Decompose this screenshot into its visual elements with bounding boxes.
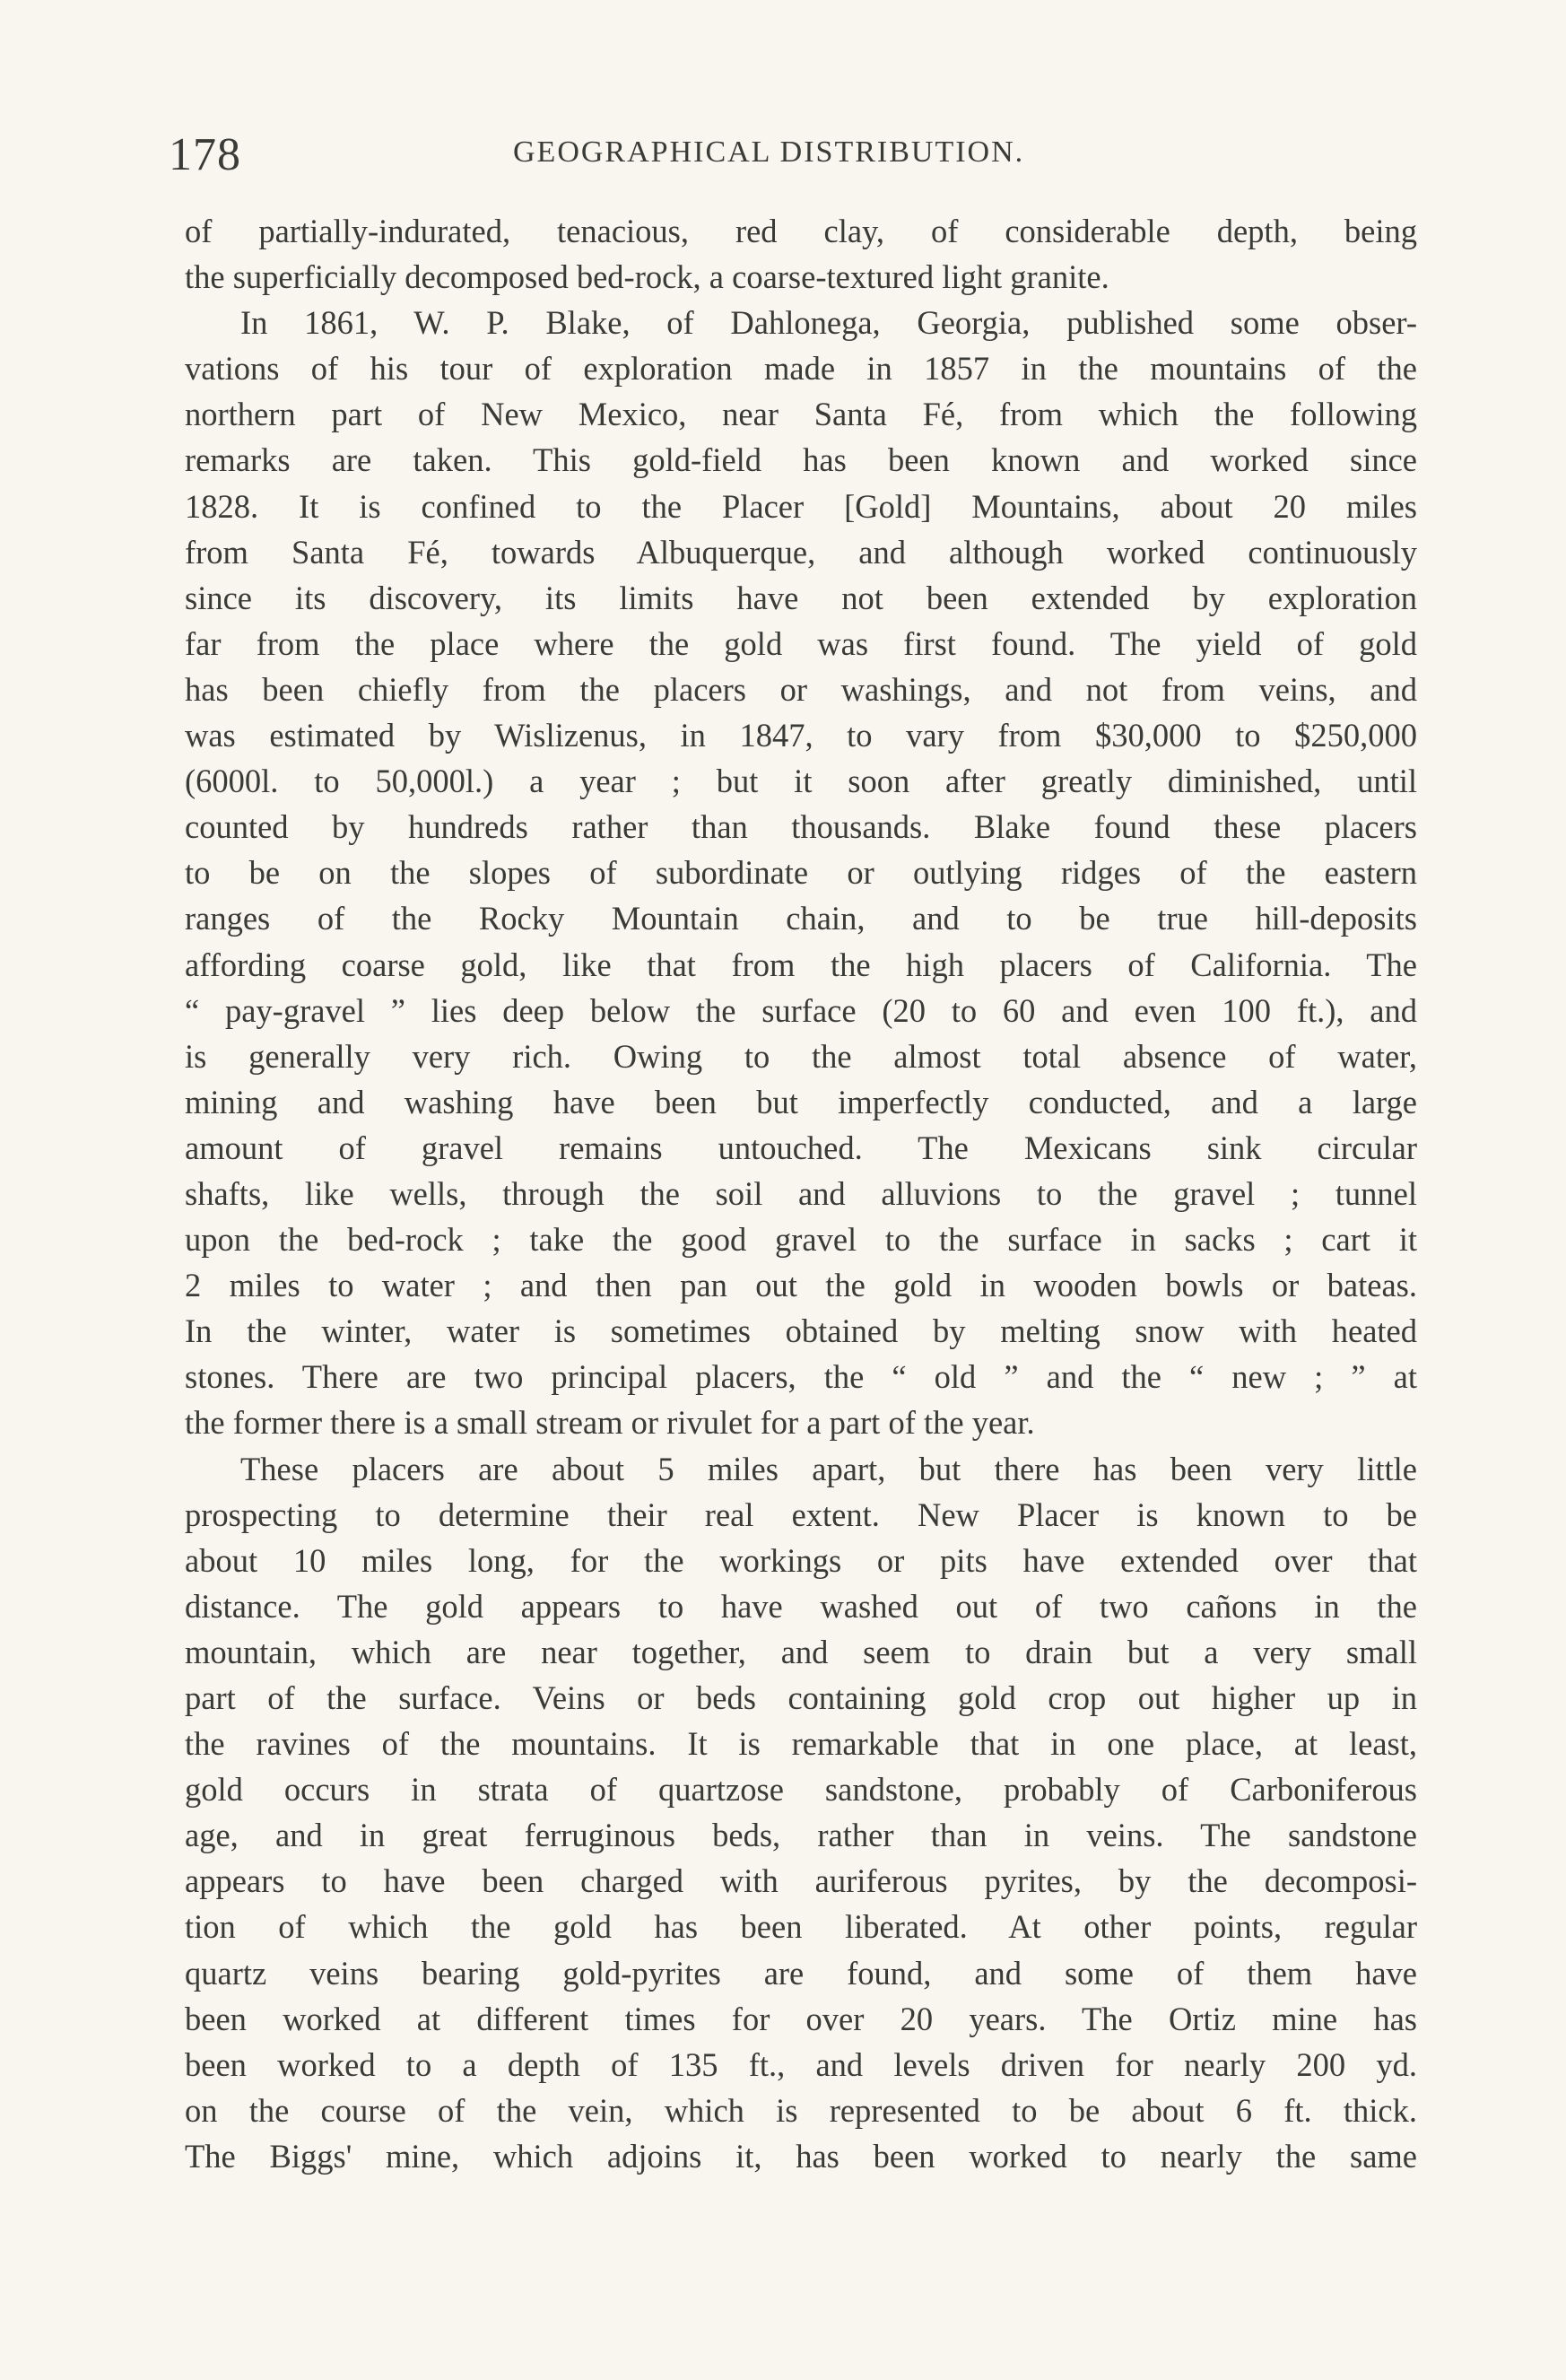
text-line: upon the bed-rock ; take the good gravel to the surface in sacks ; cart it — [185, 1221, 1417, 1259]
text-line: tion of which the gold has been liberated. At other points, regular — [185, 1908, 1417, 1946]
text-line: 1828. It is confined to the Placer [Gold] Mountains, about 20 miles — [185, 487, 1417, 525]
text-line: the superficially decomposed bed-rock, a coarse-textured light granite. — [185, 258, 1109, 296]
text-line: been worked to a depth of 135 ft., and levels driven for nearly 200 yd. — [185, 2045, 1417, 2083]
text-line: affording coarse gold, like that from the high placers of California. The — [185, 946, 1417, 983]
text-line: amount of gravel remains untouched. The Mexicans sink circular — [185, 1129, 1417, 1166]
text-line: (6000l. to 50,000l.) a year ; but it soon after greatly diminished, until — [185, 763, 1417, 800]
text-line: 2 miles to water ; and then pan out the gold in wooden bowls or bateas. — [185, 1267, 1417, 1304]
text-line: the former there is a small stream or rivulet for a part of the year. — [185, 1404, 1035, 1442]
text-line: mining and washing have been but imperfectly conducted, and a large — [185, 1083, 1417, 1120]
text-line: part of the surface. Veins or beds containing gold crop out higher up in — [185, 1679, 1417, 1716]
page-number: 178 — [169, 129, 241, 180]
text-line: age, and in great ferruginous beds, rather than in veins. The sandstone — [185, 1817, 1417, 1854]
paragraph — [185, 208, 1417, 300]
paragraph — [185, 300, 1417, 1445]
text-line: distance. The gold appears to have washed out of two cañons in the — [185, 1587, 1417, 1625]
text-line: counted by hundreds rather than thousands. Blake found these placers — [185, 808, 1417, 846]
text-line: stones. There are two principal placers, the “ old ” and the “ new ; ” at — [185, 1358, 1417, 1396]
text-line: In 1861, W. P. Blake, of Dahlonega, Georgia, published some obser- — [240, 304, 1417, 342]
text-line: mountain, which are near together, and seem to drain but a very small — [185, 1633, 1417, 1670]
text-line: In the winter, water is sometimes obtained by melting snow with heated — [185, 1312, 1417, 1350]
text-line: ranges of the Rocky Mountain chain, and to be true hill-deposits — [185, 900, 1417, 937]
text-line: from Santa Fé, towards Albuquerque, and although worked continuously — [185, 533, 1417, 571]
text-line: “ pay-gravel ” lies deep below the surface (20 to 60 and even 100 ft.), and — [185, 991, 1417, 1029]
text-line: has been chiefly from the placers or washings, and not from veins, and — [185, 670, 1417, 708]
page-header — [169, 128, 1415, 182]
running-head: GEOGRAPHICAL DISTRIBUTION. — [513, 135, 1025, 169]
text-line: far from the place where the gold was first found. The yield of gold — [185, 624, 1417, 662]
text-line: been worked at different times for over 20 years. The Ortiz mine has — [185, 2000, 1417, 2037]
text-line: northern part of New Mexico, near Santa Fé, from which the following — [185, 396, 1417, 433]
text-line: appears to have been charged with auriferous pyrites, by the decomposi- — [185, 1862, 1417, 1900]
text-line: of partially-indurated, tenacious, red clay, of considerable depth, being — [185, 213, 1417, 249]
text-line: The Biggs' mine, which adjoins it, has been worked to nearly the same — [185, 2137, 1417, 2175]
text-line: to be on the slopes of subordinate or outlying ridges of the eastern — [185, 854, 1417, 892]
body-text — [185, 208, 1417, 2179]
text-line: is generally very rich. Owing to the almost total absence of water, — [185, 1037, 1417, 1075]
text-line: on the course of the vein, which is represented to be about 6 ft. thick. — [185, 2091, 1417, 2129]
text-line: was estimated by Wislizenus, in 1847, to vary from $30,000 to $250,000 — [185, 717, 1417, 754]
text-line: since its discovery, its limits have not been extended by exploration — [185, 579, 1417, 616]
text-line: about 10 miles long, for the workings or pits have extended over that — [185, 1541, 1417, 1579]
text-line: quartz veins bearing gold-pyrites are found, and some of them have — [185, 1954, 1417, 1992]
text-line: vations of his tour of exploration made in 1857 in the mountains of the — [185, 350, 1417, 388]
text-line: the ravines of the mountains. It is remarkable that in one place, at least, — [185, 1725, 1417, 1763]
text-line: These placers are about 5 miles apart, but there has been very little — [240, 1450, 1417, 1487]
text-line: gold occurs in strata of quartzose sandstone, probably of Carboniferous — [185, 1771, 1417, 1809]
text-line: shafts, like wells, through the soil and alluvions to the gravel ; tunnel — [185, 1174, 1417, 1212]
paragraph — [185, 1446, 1417, 2180]
text-line: remarks are taken. This gold-field has been known and worked since — [185, 441, 1417, 479]
text-line: prospecting to determine their real extent. New Placer is known to be — [185, 1495, 1417, 1533]
